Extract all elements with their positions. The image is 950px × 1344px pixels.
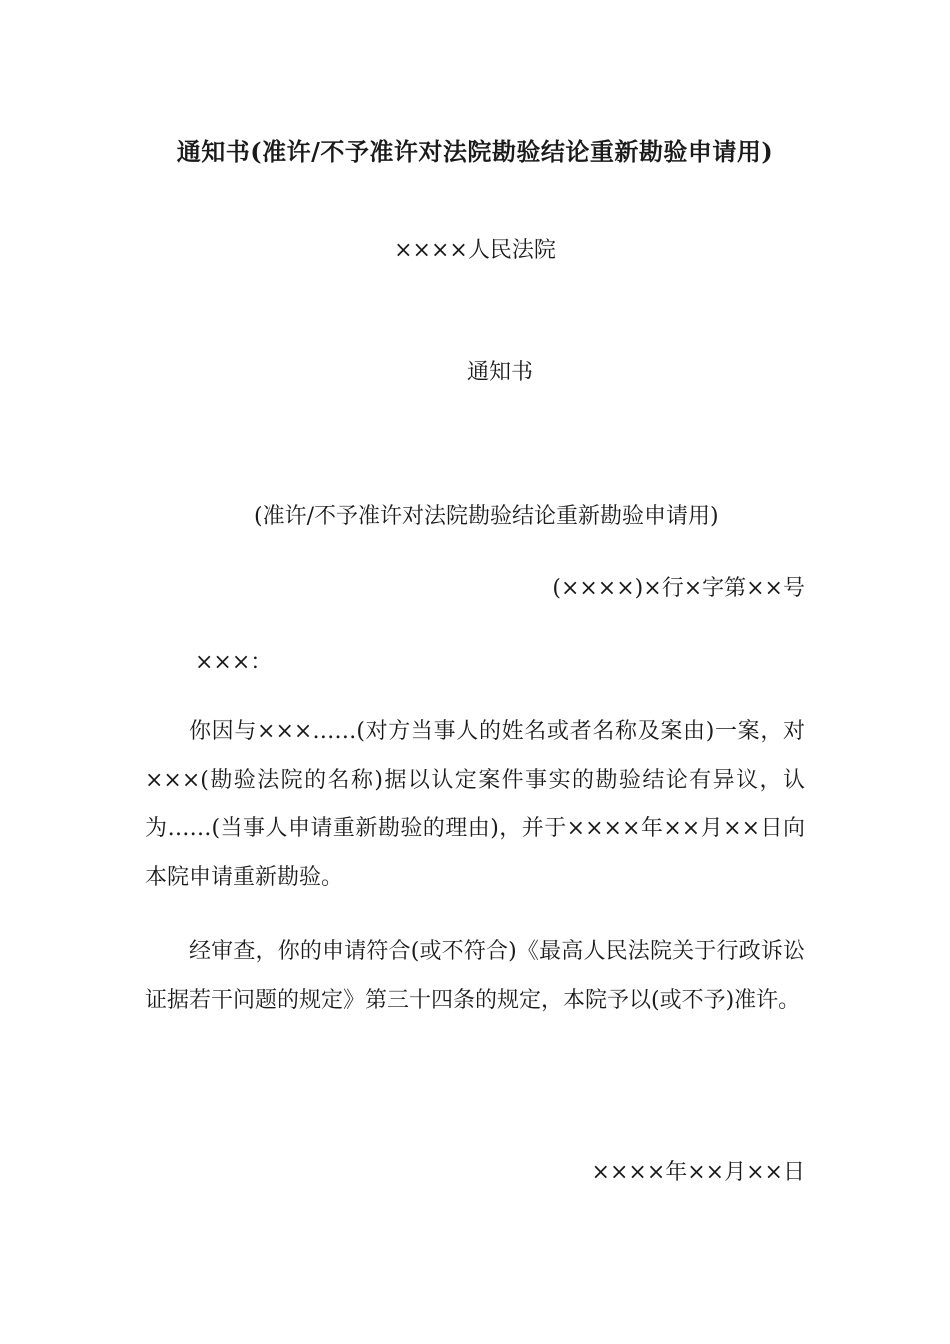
signature-date: ××××年××月××日 (591, 1160, 805, 1185)
case-number: (××××)×行×字第××号 (552, 576, 805, 601)
document-title: 通知书(准许/不予准许对法院勘验结论重新勘验申请用) (176, 137, 774, 166)
recipient-salutation: ×××： (195, 650, 273, 675)
notice-heading: 通知书 (467, 360, 534, 385)
court-name: ××××人民法院 (394, 238, 556, 263)
body-paragraph-decision: 经审查，你的申请符合(或不符合)《最高人民法院关于行政诉讼证据若干问题的规定》第三十四条的规定，本院予以(或不予)准许。 (145, 939, 805, 1013)
body-paragraph-facts: 你因与×××……(对方当事人的姓名或者名称及案由)一案，对×××(勘验法院的名称)据以认定案件事实的勘验结论有异议，认为……(当事人申请重新勘验的理由)，并于××××年××月××日向本院申请重新勘验。 (145, 719, 805, 890)
usage-note: (准许/不予准许对法院勘验结论重新勘验申请用) (254, 504, 719, 529)
